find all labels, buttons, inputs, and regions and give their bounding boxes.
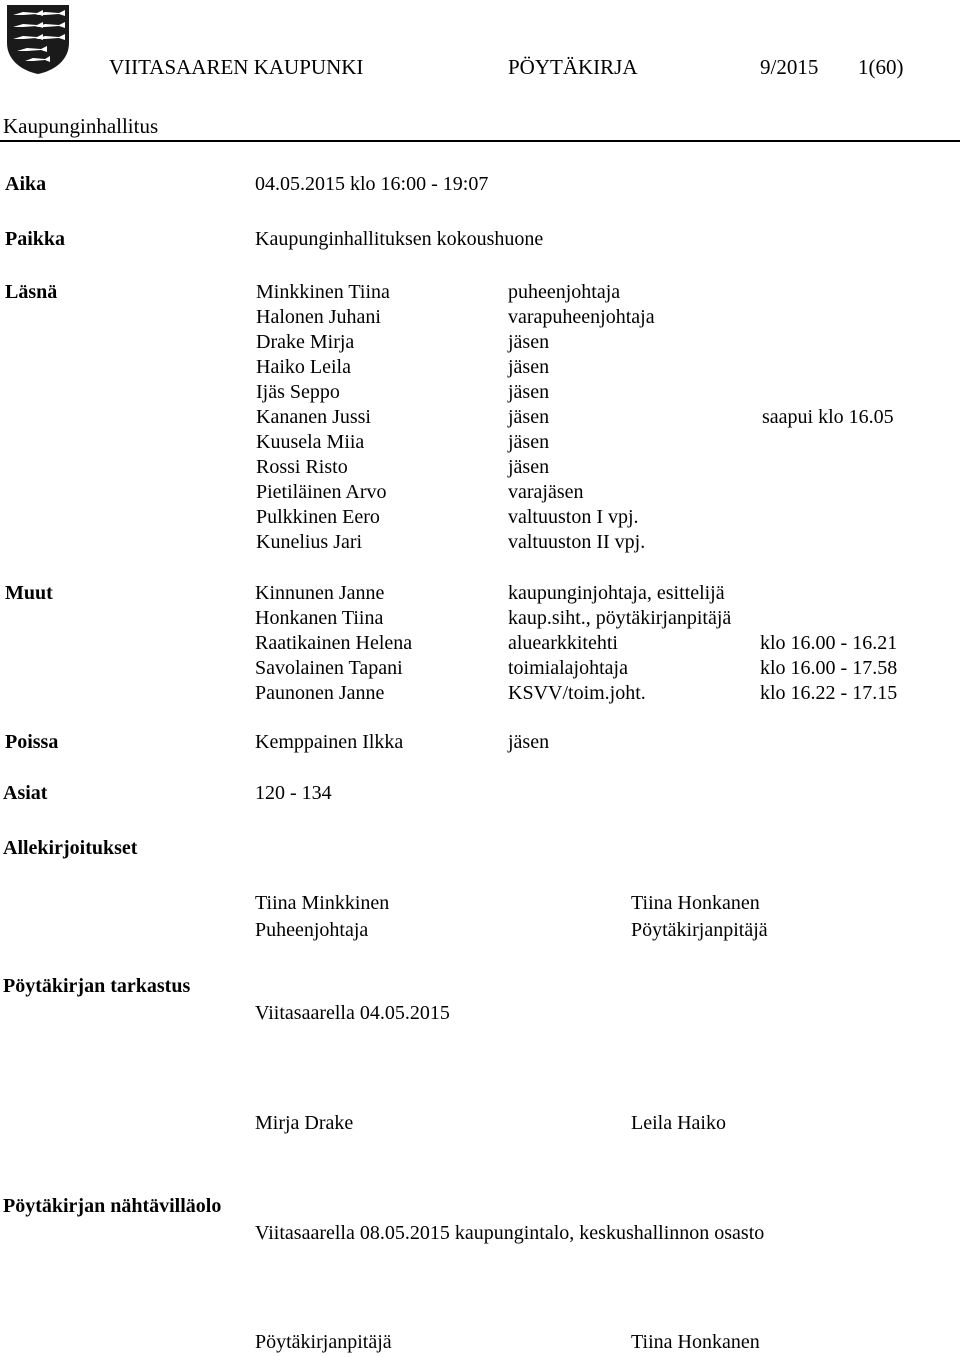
attendee-name: Kananen Jussi (256, 406, 371, 428)
muut-label: Muut (5, 582, 53, 604)
paikka-label: Paikka (5, 228, 66, 250)
asiat-value: 120 - 134 (255, 782, 332, 804)
signer2-name: Tiina Honkanen (631, 892, 760, 914)
aika-value: 04.05.2015 klo 16:00 - 19:07 (255, 173, 489, 195)
header-divider (0, 140, 960, 142)
attendee-name: Kuusela Miia (256, 431, 365, 453)
other-attendee-role: aluearkkitehti (508, 632, 618, 654)
governing-body: Kaupunginhallitus (3, 114, 159, 138)
attendee-role: puheenjohtaja (508, 281, 621, 303)
other-attendee-role: toimialajohtaja (508, 657, 628, 679)
document-number: 9/2015 (760, 55, 819, 79)
asiat-label: Asiat (3, 782, 48, 804)
attendee-name: Halonen Juhani (256, 306, 381, 328)
allekirjoitukset-label: Allekirjoitukset (3, 837, 138, 859)
attendee-note: saapui klo 16.05 (762, 406, 894, 428)
attendee-name: Pietiläinen Arvo (256, 481, 387, 503)
attendee-name: Haiko Leila (256, 356, 351, 378)
other-attendee-role: kaup.siht., pöytäkirjanpitäjä (508, 607, 732, 629)
other-attendee-name: Kinnunen Janne (255, 582, 385, 604)
org-name: VIITASAAREN KAUPUNKI (109, 55, 364, 79)
page-indicator: 1(60) (858, 55, 904, 79)
tarkastus-label: Pöytäkirjan tarkastus (3, 975, 191, 997)
coat-of-arms-icon (5, 3, 71, 75)
attendee-role: varapuheenjohtaja (508, 306, 655, 328)
other-attendee-role: KSVV/toim.joht. (508, 682, 646, 704)
other-attendee-name: Honkanen Tiina (255, 607, 384, 629)
poissa-role: jäsen (508, 731, 550, 753)
signer1-title: Puheenjohtaja (255, 919, 369, 941)
poissa-name: Kemppainen Ilkka (255, 731, 404, 753)
other-attendee-time: klo 16.00 - 17.58 (760, 657, 898, 679)
other-attendee-time: klo 16.00 - 16.21 (760, 632, 898, 654)
tarkastus-place-date: Viitasaarella 04.05.2015 (255, 1002, 450, 1024)
signer1-name: Tiina Minkkinen (255, 892, 390, 914)
signer2-title: Pöytäkirjanpitäjä (631, 919, 768, 941)
nahtavillaolo-value: Viitasaarella 08.05.2015 kaupungintalo, keskushallinnon osasto (255, 1222, 765, 1244)
inspector1-name: Mirja Drake (255, 1112, 354, 1134)
attendee-role: varajäsen (508, 481, 584, 503)
attendee-role: valtuuston II vpj. (508, 531, 646, 553)
attendee-role: jäsen (508, 456, 550, 478)
other-attendee-role: kaupunginjohtaja, esittelijä (508, 582, 725, 604)
other-attendee-name: Savolainen Tapani (255, 657, 403, 679)
other-attendee-name: Paunonen Janne (255, 682, 385, 704)
lasna-label: Läsnä (5, 281, 58, 303)
nahtavillaolo-label: Pöytäkirjan nähtävilläolo (3, 1195, 222, 1217)
document-type: PÖYTÄKIRJA (508, 55, 638, 79)
paikka-value: Kaupunginhallituksen kokoushuone (255, 228, 544, 250)
attendee-name: Kunelius Jari (256, 531, 363, 553)
attendee-role: jäsen (508, 356, 550, 378)
attendee-name: Minkkinen Tiina (256, 281, 390, 303)
inspector2-name: Leila Haiko (631, 1112, 726, 1134)
nahtavillaolo-name: Tiina Honkanen (631, 1331, 760, 1353)
attendee-name: Ijäs Seppo (256, 381, 340, 403)
attendee-name: Pulkkinen Eero (256, 506, 380, 528)
attendee-role: jäsen (508, 331, 550, 353)
other-attendee-time: klo 16.22 - 17.15 (760, 682, 898, 704)
attendee-role: jäsen (508, 381, 550, 403)
attendee-role: jäsen (508, 406, 550, 428)
nahtavillaolo-role: Pöytäkirjanpitäjä (255, 1331, 392, 1353)
attendee-name: Drake Mirja (256, 331, 355, 353)
attendee-role: jäsen (508, 431, 550, 453)
attendee-role: valtuuston I vpj. (508, 506, 639, 528)
attendee-name: Rossi Risto (256, 456, 348, 478)
poissa-label: Poissa (5, 731, 59, 753)
other-attendee-name: Raatikainen Helena (255, 632, 413, 654)
aika-label: Aika (5, 173, 47, 195)
